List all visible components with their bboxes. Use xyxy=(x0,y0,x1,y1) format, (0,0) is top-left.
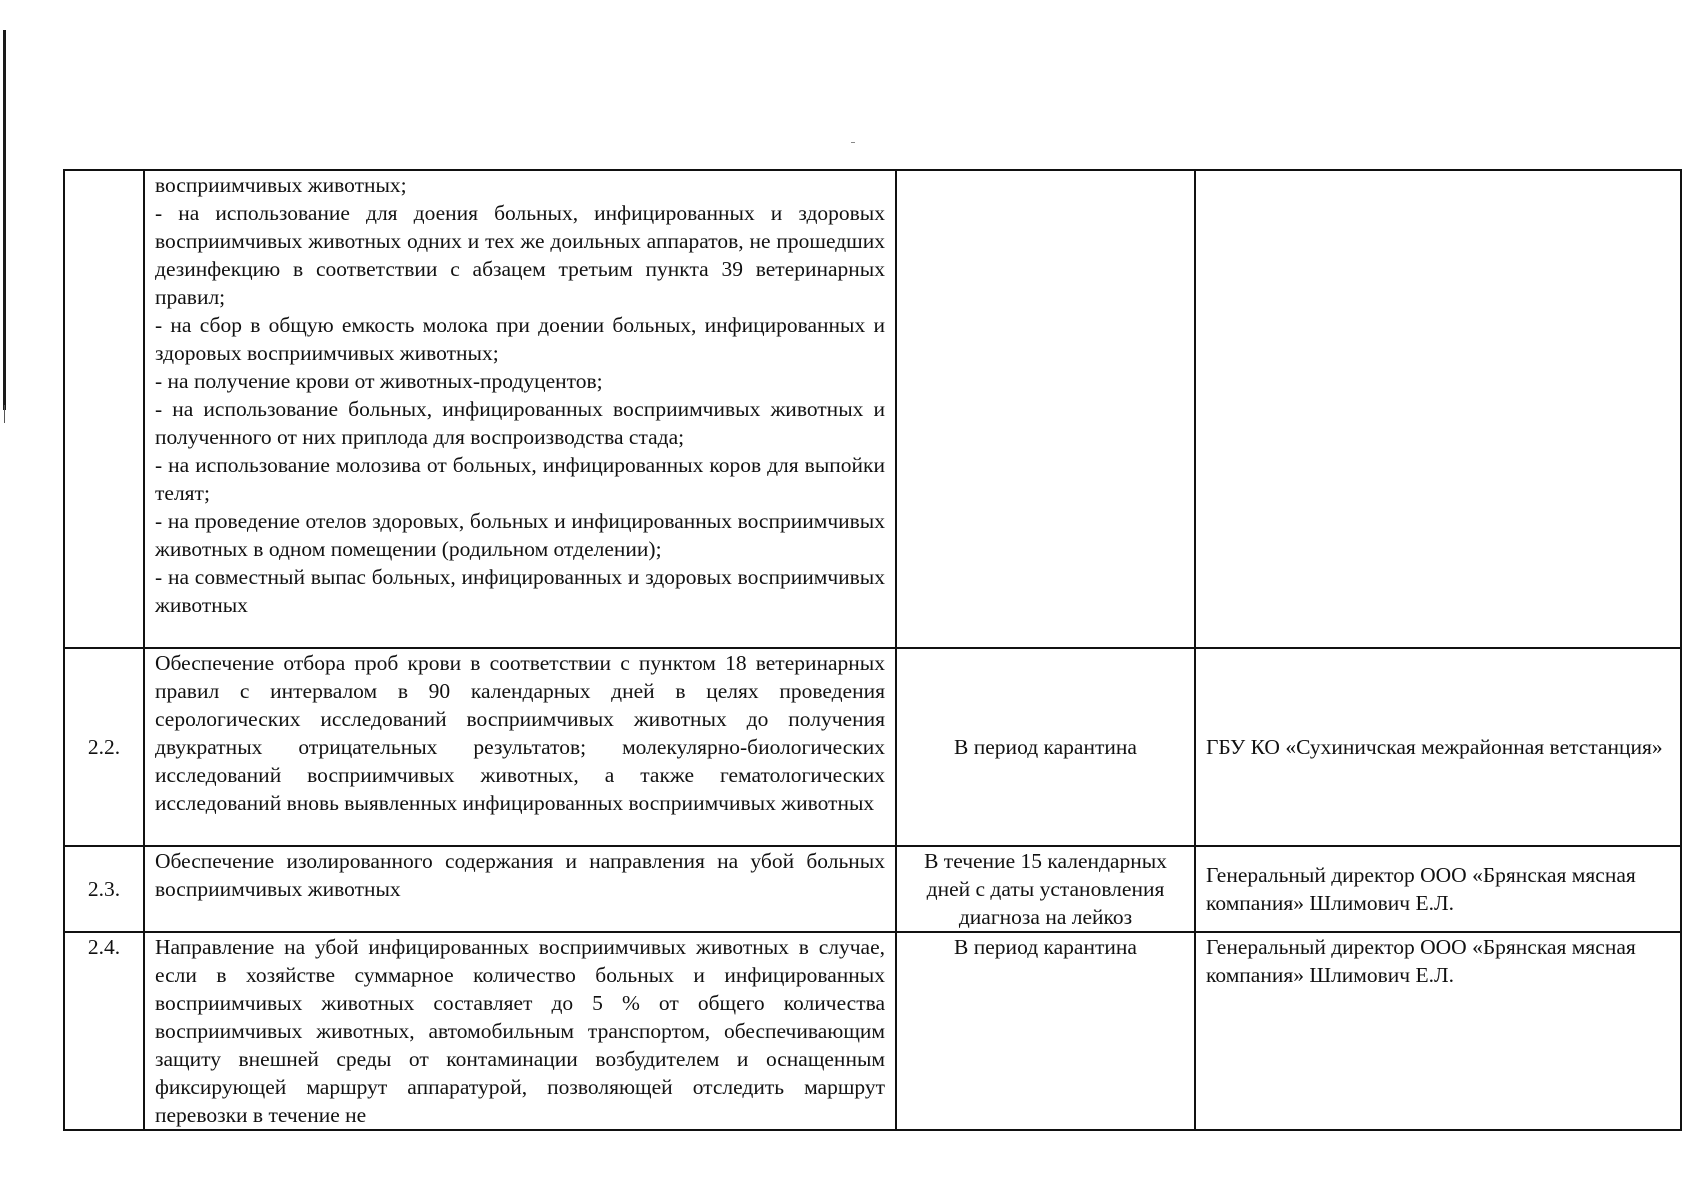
table-row xyxy=(64,932,1681,1130)
row-term: В течение 15 календарных дней с даты установления диагноза на лейкоз xyxy=(896,846,1195,932)
row-term: В период карантина xyxy=(896,932,1195,1130)
row-action xyxy=(144,170,896,648)
row-responsible: Генеральный директор ООО «Брянская мясная компания» Шлимович Е.Л. xyxy=(1195,932,1681,1130)
row-responsible xyxy=(1195,170,1681,648)
row-number: 2.4. xyxy=(64,932,144,1130)
action-line: - на совместный выпас больных, инфицированных и здоровых восприимчивых животных xyxy=(155,565,885,617)
scan-edge-mark-small xyxy=(4,405,5,423)
row-action xyxy=(144,846,896,932)
row-action xyxy=(144,932,896,1130)
action-text: Обеспечение отбора проб крови в соответствии с пунктом 18 ветеринарных правил с интервалом в 90 календарных дней в целях проведения серологических исследований восприимчивых животных до получения двукратных отрицательных результатов; молекулярно-биологических исследований восприимчивых животных, а также гематологических исследований вновь выявленных инфицированных восприимчивых животных xyxy=(155,651,885,815)
scan-dust-mark xyxy=(851,142,855,143)
action-line: - на использование больных, инфицированных восприимчивых животных и полученного от них приплода для воспроизводства стада; xyxy=(155,397,885,449)
measures-table xyxy=(63,169,1682,1131)
table-row xyxy=(64,648,1681,846)
action-line: восприимчивых животных; xyxy=(155,173,407,197)
action-line: - на использование для доения больных, инфицированных и здоровых восприимчивых животных одних и тех же доильных аппаратов, не прошедших дезинфекцию в соответствии с абзацем третьим пункта 39 ветеринарных правил; xyxy=(155,201,885,309)
row-number: 2.2. xyxy=(64,648,144,846)
row-responsible: Генеральный директор ООО «Брянская мясная компания» Шлимович Е.Л. xyxy=(1195,846,1681,932)
row-responsible: ГБУ КО «Сухиничская межрайонная ветстанция» xyxy=(1195,648,1681,846)
row-number xyxy=(64,170,144,648)
action-text: Направление на убой инфицированных восприимчивых животных в случае, если в хозяйстве суммарное количество больных и инфицированных восприимчивых животных составляет до 5 % от общего количества восприимчивых животных, автомобильным транспортом, обеспечивающим защиту внешней среды от контаминации возбудителем и оснащенным фиксирующей маршрут аппаратурой, позволяющей отследить маршрут перевозки в течение не xyxy=(155,935,885,1127)
row-term: В период карантина xyxy=(896,648,1195,846)
table-row xyxy=(64,170,1681,648)
table-row xyxy=(64,846,1681,932)
action-text: Обеспечение изолированного содержания и направления на убой больных восприимчивых животных xyxy=(155,849,885,901)
action-line: - на сбор в общую емкость молока при доении больных, инфицированных и здоровых восприимчивых животных; xyxy=(155,313,885,365)
action-line: - на проведение отелов здоровых, больных и инфицированных восприимчивых животных в одном помещении (родильном отделении); xyxy=(155,509,885,561)
action-line: - на использование молозива от больных, инфицированных коров для выпойки телят; xyxy=(155,453,885,505)
row-action xyxy=(144,648,896,846)
action-line: - на получение крови от животных-продуцентов; xyxy=(155,369,603,393)
scan-edge-mark xyxy=(3,30,6,410)
row-number: 2.3. xyxy=(64,846,144,932)
row-term xyxy=(896,170,1195,648)
